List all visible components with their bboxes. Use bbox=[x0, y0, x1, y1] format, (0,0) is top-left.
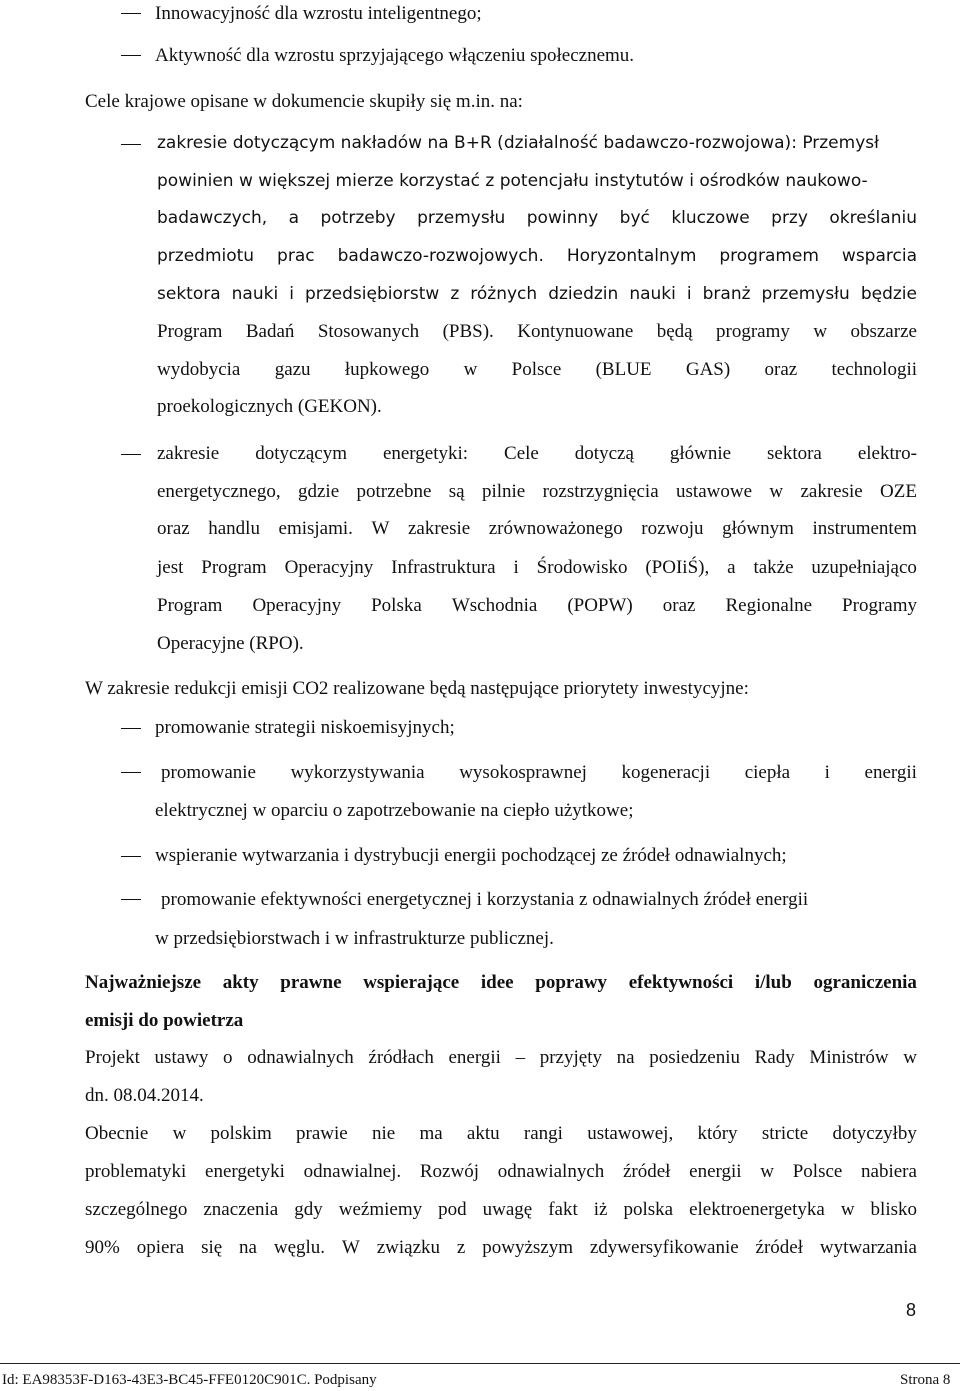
word: prac bbox=[277, 246, 315, 266]
word: źródeł bbox=[755, 1237, 804, 1258]
word: badawczo-rozwojowych. bbox=[337, 246, 544, 266]
word: promowanie bbox=[161, 762, 256, 783]
word: Program bbox=[201, 557, 267, 578]
word: dotyczą bbox=[574, 443, 634, 464]
word: zakresie bbox=[407, 518, 471, 539]
word: Horyzontalnym bbox=[566, 246, 697, 266]
footer-divider bbox=[0, 1363, 960, 1364]
word: z bbox=[450, 284, 460, 304]
word: pilnie bbox=[481, 481, 526, 502]
word: przy bbox=[771, 208, 808, 228]
word: weźmiemy bbox=[338, 1199, 423, 1220]
word: powyższym bbox=[482, 1237, 573, 1258]
word: ma bbox=[419, 1123, 443, 1144]
word: dziedzin bbox=[548, 284, 619, 304]
word: wydobycia bbox=[157, 359, 241, 380]
word: wsparcia bbox=[841, 246, 917, 266]
word: Program bbox=[157, 595, 223, 616]
word: nauki bbox=[231, 284, 279, 304]
word: ustawowe bbox=[676, 481, 752, 502]
word: dotyczącym bbox=[255, 443, 347, 464]
word: energii bbox=[864, 762, 917, 783]
word: sektora bbox=[157, 284, 221, 304]
word: ustawowej, bbox=[587, 1123, 674, 1144]
word: oraz bbox=[764, 359, 798, 380]
footer-id: Id: EA98353F-D163-43E3-BC45-FFE0120C901C. Podpisany bbox=[2, 1372, 377, 1388]
word: różnych bbox=[470, 284, 538, 304]
word: potrzebne bbox=[356, 481, 432, 502]
word: są bbox=[448, 481, 465, 502]
word: pod bbox=[438, 1199, 467, 1220]
word: (POIiŚ), bbox=[645, 557, 710, 578]
word: (BLUE bbox=[595, 359, 652, 380]
word: gdy bbox=[294, 1199, 323, 1220]
section-heading-line-1 bbox=[85, 971, 917, 995]
word: efektywności bbox=[628, 972, 734, 993]
word: w bbox=[769, 481, 784, 502]
list-dash bbox=[121, 144, 141, 145]
word: Środowisko bbox=[536, 557, 628, 578]
rd-line-4 bbox=[157, 244, 917, 268]
para2-line-2 bbox=[85, 1160, 917, 1184]
para2-line-3 bbox=[85, 1198, 917, 1222]
word: nauki bbox=[629, 284, 676, 304]
word: Polska bbox=[371, 595, 422, 616]
word: przyjęty bbox=[539, 1047, 602, 1068]
word: potrzeby bbox=[320, 208, 396, 228]
word: rozstrzygnięcia bbox=[542, 481, 659, 502]
co2-item-2-line-1 bbox=[161, 761, 917, 785]
word: jest bbox=[157, 557, 184, 578]
word: wysokosprawnej bbox=[459, 762, 587, 783]
word: (POPW) bbox=[567, 595, 633, 616]
co2-item-2-line-2: elektrycznej w oparciu o zapotrzebowanie na ciepło użytkowe; bbox=[155, 800, 634, 821]
word: który bbox=[697, 1123, 738, 1144]
word: znaczenia bbox=[203, 1199, 279, 1220]
word: powinny bbox=[526, 208, 599, 228]
word: zakresie bbox=[157, 443, 220, 464]
word: energii bbox=[689, 1161, 742, 1182]
word: energii bbox=[448, 1047, 501, 1068]
word: uwagę bbox=[482, 1199, 533, 1220]
word: kogeneracji bbox=[621, 762, 711, 783]
word: określaniu bbox=[829, 208, 917, 228]
list-dash bbox=[121, 772, 141, 773]
word: elektroenergetyka bbox=[689, 1199, 825, 1220]
word: akty bbox=[222, 972, 259, 993]
word: przemysłu bbox=[761, 284, 850, 304]
word: Cele bbox=[504, 443, 539, 464]
rd-line-8: proekologicznych (GEKON). bbox=[157, 396, 382, 417]
co2-item-3: wspieranie wytwarzania i dystrybucji energii pochodzącej ze źródeł odnawialnych; bbox=[155, 845, 787, 866]
word: a bbox=[727, 557, 736, 578]
word: handlu bbox=[208, 518, 260, 539]
word: branż bbox=[702, 284, 751, 304]
rd-line-7 bbox=[157, 358, 917, 382]
word: i bbox=[686, 284, 692, 304]
word: zakresie bbox=[800, 481, 863, 502]
word: rangi bbox=[523, 1123, 563, 1144]
word: energetyki: bbox=[382, 443, 469, 464]
para1-line-2: dn. 08.04.2014. bbox=[85, 1085, 204, 1106]
word: sektora bbox=[767, 443, 822, 464]
word: ograniczenia bbox=[813, 972, 917, 993]
word: Operacyjny bbox=[252, 595, 342, 616]
word: w bbox=[172, 1123, 187, 1144]
word: elektro- bbox=[857, 443, 917, 464]
list-item: Innowacyjność dla wzrostu inteligentnego; bbox=[155, 3, 482, 24]
word: szczególnego bbox=[85, 1199, 188, 1220]
footer-page-label: Strona 8 bbox=[900, 1372, 951, 1388]
word: W bbox=[341, 1237, 360, 1258]
para2-line-1 bbox=[85, 1122, 917, 1146]
word: W bbox=[371, 518, 390, 539]
word: na bbox=[616, 1047, 635, 1068]
word: oraz bbox=[662, 595, 696, 616]
word: i bbox=[513, 557, 519, 578]
word: prawie bbox=[296, 1123, 348, 1144]
word: Polsce bbox=[792, 1161, 843, 1182]
word: Program bbox=[157, 321, 223, 342]
word: ustawy bbox=[154, 1047, 209, 1068]
word: problematyki bbox=[85, 1161, 187, 1182]
word: rozwoju bbox=[641, 518, 704, 539]
word: Stosowanych bbox=[317, 321, 420, 342]
word: Projekt bbox=[85, 1047, 140, 1068]
word: głównie bbox=[669, 443, 732, 464]
word: i/lub bbox=[754, 972, 792, 993]
word: technologii bbox=[831, 359, 917, 380]
word: Programy bbox=[842, 595, 917, 616]
list-dash bbox=[121, 728, 141, 729]
word: być bbox=[619, 208, 650, 228]
word: w bbox=[463, 359, 478, 380]
word: Operacyjny bbox=[284, 557, 374, 578]
rd-line-5 bbox=[157, 282, 917, 306]
word: się bbox=[201, 1237, 223, 1258]
word: energetycznego, bbox=[157, 481, 281, 502]
word: Infrastruktura bbox=[391, 557, 496, 578]
list-dash bbox=[121, 13, 141, 14]
word: także bbox=[753, 557, 794, 578]
word: gazu bbox=[274, 359, 311, 380]
word: Najważniejsze bbox=[85, 972, 202, 993]
word: blisko bbox=[870, 1199, 917, 1220]
word: opiera bbox=[136, 1237, 185, 1258]
word: odnawialnych bbox=[247, 1047, 354, 1068]
co2-item-4-line-2: w przedsiębiorstwach i w infrastrukturze publicznej. bbox=[155, 928, 554, 949]
word: polska bbox=[623, 1199, 674, 1220]
energy-line-6: Operacyjne (RPO). bbox=[157, 633, 304, 654]
list-dash bbox=[121, 55, 141, 56]
word: poprawy bbox=[535, 972, 608, 993]
word: przemysłu bbox=[417, 208, 506, 228]
word: odnawialnych bbox=[497, 1161, 605, 1182]
page-number: 8 bbox=[906, 1300, 917, 1320]
intro-text: Cele krajowe opisane w dokumencie skupiły się m.in. na: bbox=[85, 91, 523, 112]
word: głównym bbox=[722, 518, 794, 539]
word: Rozwój bbox=[419, 1161, 479, 1182]
co2-item-1: promowanie strategii niskoemisyjnych; bbox=[155, 717, 455, 738]
word: – bbox=[515, 1047, 526, 1068]
word: aktu bbox=[466, 1123, 500, 1144]
word: w bbox=[813, 321, 828, 342]
co2-item-4-line-1: promowanie efektywności energetycznej i korzystania z odnawialnych źródeł energii bbox=[161, 889, 809, 910]
word: źródłach bbox=[368, 1047, 434, 1068]
energy-line-3 bbox=[157, 517, 917, 541]
rd-line-3 bbox=[157, 206, 917, 230]
list-item: Aktywność dla wzrostu sprzyjającego włączeniu społecznemu. bbox=[155, 45, 635, 66]
energy-line-2 bbox=[157, 480, 917, 504]
word: w bbox=[903, 1047, 917, 1068]
word: programy bbox=[716, 321, 790, 342]
word: uzupełniająco bbox=[811, 557, 917, 578]
word: prawne bbox=[280, 972, 342, 993]
word: nabiera bbox=[861, 1161, 917, 1182]
energy-line-5 bbox=[157, 594, 917, 618]
word: węglu. bbox=[273, 1237, 326, 1258]
word: fakt bbox=[548, 1199, 578, 1220]
word: przedmiotu bbox=[157, 246, 255, 266]
word: stricte bbox=[761, 1123, 809, 1144]
word: gdzie bbox=[297, 481, 340, 502]
word: idee bbox=[480, 972, 514, 993]
list-dash bbox=[121, 899, 141, 900]
word: wspierające bbox=[363, 972, 460, 993]
list-dash bbox=[121, 454, 141, 455]
word: na bbox=[239, 1237, 257, 1258]
word: o bbox=[223, 1047, 233, 1068]
word: i bbox=[289, 284, 294, 304]
rd-line-6 bbox=[157, 320, 917, 344]
word: wykorzystywania bbox=[290, 762, 425, 783]
word: z bbox=[456, 1237, 466, 1258]
word: ciepła bbox=[744, 762, 791, 783]
word: wytwarzania bbox=[819, 1237, 917, 1258]
word: i bbox=[824, 762, 830, 783]
word: związku bbox=[376, 1237, 441, 1258]
word: Regionalne bbox=[725, 595, 813, 616]
word: kluczowe bbox=[671, 208, 750, 228]
word: dotyczyłby bbox=[832, 1123, 917, 1144]
energy-line-4 bbox=[157, 556, 917, 580]
word: odnawialnej. bbox=[303, 1161, 402, 1182]
word: nie bbox=[371, 1123, 396, 1144]
word: Rady bbox=[754, 1047, 795, 1068]
para2-line-4 bbox=[85, 1236, 917, 1260]
word: OZE bbox=[880, 481, 917, 502]
word: Ministrów bbox=[809, 1047, 889, 1068]
word: źródeł bbox=[622, 1161, 671, 1182]
word: (PBS). bbox=[442, 321, 494, 342]
word: Polsce bbox=[511, 359, 562, 380]
word: Badań bbox=[245, 321, 295, 342]
word: będą bbox=[656, 321, 693, 342]
para1-line-1 bbox=[85, 1046, 917, 1070]
word: łupkowego bbox=[344, 359, 430, 380]
word: 90% bbox=[85, 1237, 120, 1258]
word: będzie bbox=[860, 284, 917, 304]
word: programem bbox=[719, 246, 819, 266]
word: Obecnie bbox=[85, 1123, 149, 1144]
word: obszarze bbox=[850, 321, 917, 342]
word: zdywersyfikowanie bbox=[589, 1237, 739, 1258]
word: emisjami. bbox=[278, 518, 353, 539]
word: Wschodnia bbox=[451, 595, 538, 616]
word: a bbox=[288, 208, 300, 228]
word: energetyki bbox=[205, 1161, 285, 1182]
rd-line-1: zakresie dotyczącym nakładów na B+R (działalność badawczo-rozwojowa): Przemysł bbox=[157, 133, 879, 153]
word: GAS) bbox=[685, 359, 731, 380]
co2-intro: W zakresie redukcji emisji CO2 realizowane będą następujące priorytety inwestycyjne: bbox=[85, 678, 749, 699]
word: iż bbox=[593, 1199, 608, 1220]
word: Kontynuowane bbox=[517, 321, 634, 342]
section-heading-line-2: emisji do powietrza bbox=[85, 1010, 244, 1031]
word: w bbox=[760, 1161, 775, 1182]
word: zrównoważonego bbox=[488, 518, 623, 539]
word: przedsiębiorstw bbox=[304, 284, 440, 304]
word: oraz bbox=[157, 518, 190, 539]
word: w bbox=[840, 1199, 855, 1220]
word: polskim bbox=[210, 1123, 272, 1144]
list-dash bbox=[121, 856, 141, 857]
energy-line-1 bbox=[157, 442, 917, 466]
word: badawczych, bbox=[157, 208, 268, 228]
rd-line-2: powinien w większej mierze korzystać z potencjału instytutów i ośrodków naukowo- bbox=[157, 171, 868, 191]
word: instrumentem bbox=[812, 518, 917, 539]
word: posiedzeniu bbox=[649, 1047, 740, 1068]
